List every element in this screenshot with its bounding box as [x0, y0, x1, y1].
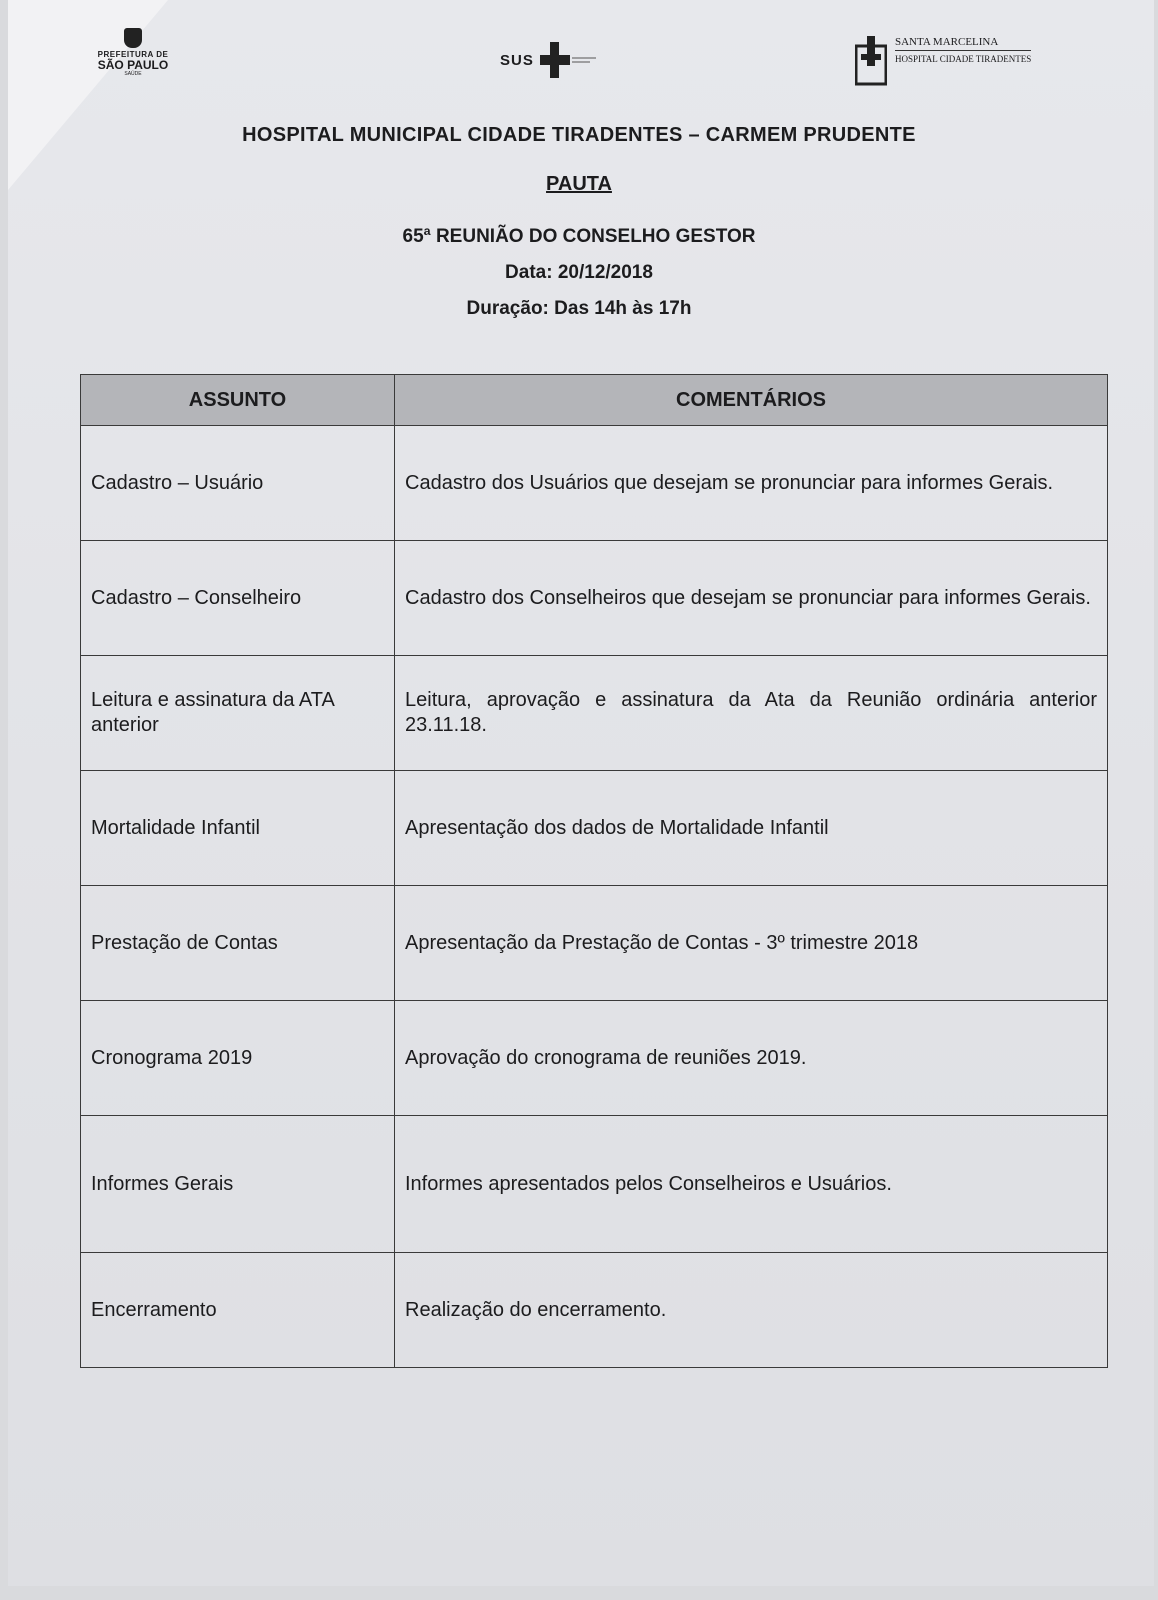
- table-row: [81, 771, 1108, 886]
- table-row: [81, 1001, 1108, 1116]
- sus-logo-text: SUS: [500, 51, 534, 69]
- agenda-table: [80, 374, 1108, 1368]
- row-assunto: Cadastro – Conselheiro: [81, 541, 395, 656]
- hospital-title: HOSPITAL MUNICIPAL CIDADE TIRADENTES – CARMEM PRUDENTE: [242, 124, 916, 146]
- meeting-title: 65ª REUNIÃO DO CONSELHO GESTOR: [402, 226, 756, 247]
- prefeitura-sao-paulo-logo: [88, 28, 178, 77]
- sp-logo-line2: SÃO PAULO: [97, 58, 169, 72]
- table-row: [81, 656, 1108, 771]
- santa-marcelina-logo: [855, 36, 1031, 86]
- table-header-row: [81, 375, 1108, 426]
- row-assunto: Leitura e assinatura da ATA anterior: [81, 656, 395, 771]
- row-comentario: Leitura, aprovação e assinatura da Ata da Reunião ordinária anterior 23.11.18.: [395, 656, 1108, 771]
- row-comentario: Cadastro dos Usuários que desejam se pronunciar para informes Gerais.: [395, 426, 1108, 541]
- row-assunto: Cronograma 2019: [81, 1001, 395, 1116]
- table-row: [81, 541, 1108, 656]
- table-row: [81, 426, 1108, 541]
- row-comentario: Realização do encerramento.: [395, 1253, 1108, 1368]
- row-comentario: Informes apresentados pelos Conselheiros e Usuários.: [395, 1116, 1108, 1253]
- row-assunto: Informes Gerais: [81, 1116, 395, 1253]
- document-titles: [0, 124, 1158, 320]
- header-logos: [0, 24, 1158, 94]
- header-assunto: ASSUNTO: [81, 375, 395, 426]
- city-crest-icon: [124, 28, 142, 48]
- row-comentario: Aprovação do cronograma de reuniões 2019.: [395, 1001, 1108, 1116]
- sp-logo-line1: PREFEITURA DE: [97, 50, 169, 59]
- table-row: [81, 1116, 1108, 1253]
- table-row: [81, 886, 1108, 1001]
- row-comentario: Cadastro dos Conselheiros que desejam se pronunciar para informes Gerais.: [395, 541, 1108, 656]
- meeting-date: Data: 20/12/2018: [505, 262, 653, 283]
- meeting-duration: Duração: Das 14h às 17h: [466, 298, 692, 319]
- row-assunto: Prestação de Contas: [81, 886, 395, 1001]
- header-comentarios: COMENTÁRIOS: [395, 375, 1108, 426]
- table-row: [81, 1253, 1108, 1368]
- row-comentario: Apresentação dos dados de Mortalidade Infantil: [395, 771, 1108, 886]
- sus-cross-icon: [540, 42, 598, 78]
- sp-logo-line3: SAÚDE: [124, 71, 142, 77]
- santa-marcelina-name: SANTA MARCELINA: [895, 36, 1031, 51]
- row-assunto: Mortalidade Infantil: [81, 771, 395, 886]
- santa-marcelina-sub: HOSPITAL CIDADE TIRADENTES: [895, 54, 1032, 64]
- row-assunto: Cadastro – Usuário: [81, 426, 395, 541]
- row-assunto: Encerramento: [81, 1253, 395, 1368]
- row-comentario: Apresentação da Prestação de Contas - 3º trimestre 2018: [395, 886, 1108, 1001]
- santa-marcelina-mark-icon: [855, 36, 887, 86]
- pauta-title: PAUTA: [546, 173, 612, 195]
- sus-logo: [500, 42, 598, 78]
